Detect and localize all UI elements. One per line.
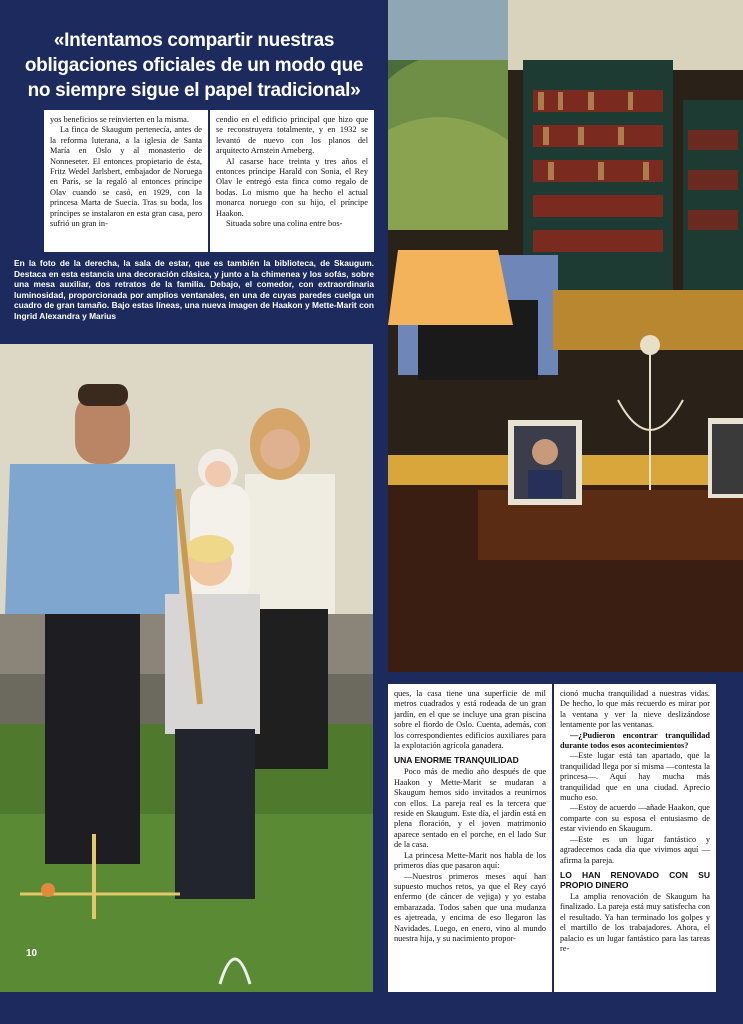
paragraph: —Este lugar está tan apartado, que la tranquilidad llega por sí misma —contesta la princesa—. Aquí hay mucha más tranquilidad que en una ciudad. Aprecio mucho eso. <box>560 751 710 803</box>
headline: «Intentamos compartir nuestras obligaciones oficiales de un modo que no siempre sigue el papel tradicional» <box>24 30 364 101</box>
photo-caption: En la foto de la derecha, la sala de estar, que es también la biblioteca, de Skaugum. Destaca en esta estancia una decoración clásica, y junto a la chimenea y los sofás, sobre una mesa auxiliar, dos retratos de la familia. Debajo, el comedor, con extraordinaria luminosidad, proporcionada por amplios ventanales, en una de cuyas paredes cuelga un cuadro de gran tamaño. Bajo estas líneas, una nueva imagen de Haakon y Mette-Marit con Ingrid Alexandra y Marius <box>14 258 374 321</box>
interview-question: —¿Pudieron encontrar tranquilidad durante todos esos acontecimientos? <box>560 730 710 751</box>
article-column-top-2 <box>210 110 374 252</box>
family-illustration <box>0 344 373 992</box>
article-column-bottom-1 <box>388 684 552 992</box>
page-number: 10 <box>26 948 38 959</box>
paragraph: —Estoy de acuerdo —añade Haakon, que comparte con su esposa el entusiasmo de estar viviendo en Skaugum. <box>560 803 710 834</box>
article-column-bottom-2 <box>554 684 716 992</box>
paragraph: La finca de Skaugum pertenecía, antes de la reforma luterana, a la iglesia de Santa María en Oslo y al monasterio de Nonneseter. El entonces propietario de ésta, Fritz Wedel Jarlsbert, embajador de Noruega en París, se la regaló al entonces príncipe Olav cuando se casó, en 1929, con la princesa Marta de Suecia. Tras su boda, los príncipes se instalaron en esta gran casa, pero sufrió un gran in- <box>50 125 202 229</box>
article-column-top-1 <box>44 110 208 252</box>
paragraph: Situada sobre una colina entre bos- <box>226 219 343 229</box>
library-photo <box>388 0 743 672</box>
paragraph: —Nuestros primeros meses aquí han supuesto muchos retos, ya que el Rey cayó enfermo (de cáncer de vejiga) y yo estaba embarazada. Todos saben que una mudanza es ajetreada, y encima de eso llegaron las Navidades. Luego, en enero, vino al mundo nuestra hija, y su nacimiento propor- <box>394 871 546 943</box>
paragraph: ques, la casa tiene una superficie de mil metros cuadrados y está rodeada de un gran jardín, en el que se incluye una gran piscina sobre el fiordo de Oslo. Cuenta, además, con los correspondientes edificios auxiliares para la explotación agrícola ganadera. <box>394 689 546 751</box>
paragraph: yos beneficios se reinvierten en la misma. <box>50 115 189 124</box>
paragraph: La amplia renovación de Skaugum ha finalizado. La pareja está muy satisfecha con el resultado. Ya han terminado los golpes y el martillo de los trabajadores. Ahora, el palacio es un lugar fantástico para las tareas re- <box>560 891 710 953</box>
library-illustration <box>388 0 743 672</box>
paragraph: Al casarse hace treinta y tres años el entonces príncipe Harald con Sonia, el Rey Olav le entregó esta finca como regalo de bodas. Lo mismo que ha hecho el actual monarca noruego con su hijo, el príncipe Haakon. <box>216 156 368 218</box>
paragraph: Poco más de medio año después de que Haakon y Mette-Marit se mudaran a Skaugum hemos sido invitados a reunirnos con ellos. La pareja real es la tercera que reside en Skaugum. Este día, el jardín está en plena floración, y el joven matrimonio aparece sentado en el porche, en el lado Sur de la casa. <box>394 767 546 850</box>
paragraph: cionó mucha tranquilidad a nuestras vidas. De hecho, lo que más recuerdo es mirar por la ventana y ver la nieve deslizándose lentamente por las ventanas. <box>560 689 710 730</box>
paragraph: La princesa Mette-Marit nos habla de los primeros días que pasaron aquí: <box>394 850 546 871</box>
section-heading: UNA ENORME TRANQUILIDAD <box>394 755 519 766</box>
family-photo <box>0 344 373 992</box>
section-heading: LO HAN RENOVADO CON SU PROPIO DINERO <box>560 869 710 890</box>
paragraph: —Este es un lugar fantástico y agradecemos cada día que vivimos aquí —afirma la pareja. <box>560 834 710 865</box>
paragraph: cendio en el edificio principal que hizo que se reconstruyera totalmente, y en 1932 se levantó de nuevo con los planos del arquitecto Arnstein Arneberg. <box>216 115 368 156</box>
